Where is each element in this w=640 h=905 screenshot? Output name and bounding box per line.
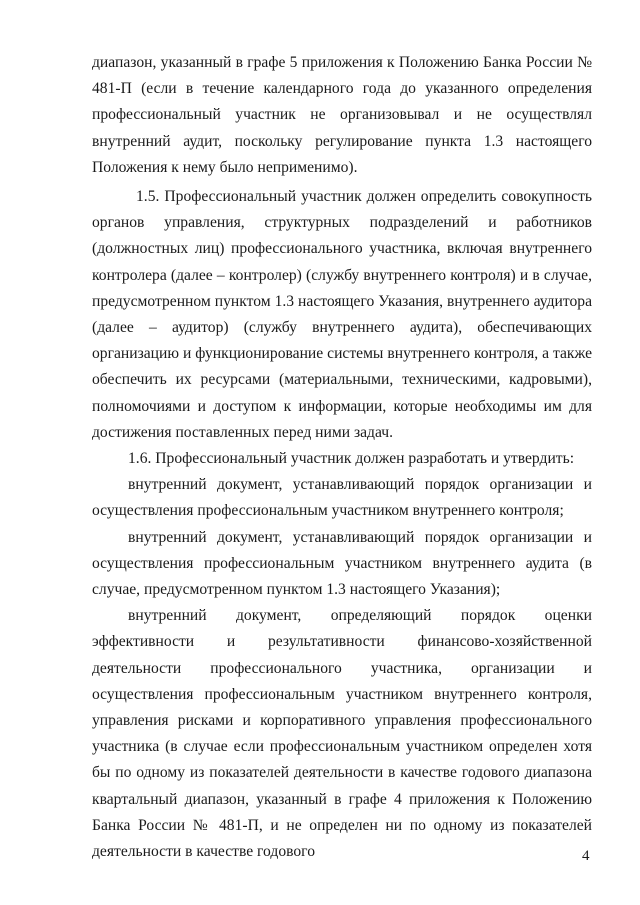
list-item-efficiency-assessment-doc: внутренний документ, определяющий порядок оценки эффективности и результативности финансово-хозяйственной деятельности профессионального участника, организации и осуществления профессиональным участником внутреннего контроля, управления рисками и корпоративного управления профессионального участника (в случае если профессиональным участником определен хотя бы по одному из показателей деятельности в качестве годового диапазона квартальный диапазон, указанный в графе 4 приложения к Положению Банка России № 481-П, и не определен ни по одному из показателей деятельности в качестве годового	[92, 607, 592, 861]
paragraph-1-6: 1.6. Профессиональный участник должен разработать и утвердить:	[128, 450, 575, 468]
list-item-internal-control-doc: внутренний документ, устанавливающий порядок организации и осуществления профессиональным участником внутреннего контроля;	[92, 476, 592, 520]
paragraph-1-5: 1.5. Профессиональный участник должен определить совокупность органов управления, структурных подразделений и работников (должностных лиц) профессионального участника, включая внутреннего контролера (далее – контролер) (службу внутреннего контроля) и в случае, предусмотренном пунктом 1.3 настоящего Указания, внутреннего аудитора (далее – аудитор) (службу внутреннего аудита), обеспечивающих организацию и функционирование системы внутреннего контроля, а также обеспечить их ресурсами (материальными, техническими, кадровыми), полномочиями и доступом к информации, которые необходимы им для достижения поставленных перед ними задач.	[92, 188, 592, 441]
paragraph-continuation: диапазон, указанный в графе 5 приложения к Положению Банка России № 481-П (если в течение календарного года до указанного определения профессиональный участник не организовывал и не осуществлял внутренний аудит, поскольку регулирование пункта 1.3 настоящего Положения к нему было неприменимо).	[92, 54, 592, 176]
list-item-internal-audit-doc: внутренний документ, устанавливающий порядок организации и осуществления профессиональным участником внутреннего аудита (в случае, предусмотренном пунктом 1.3 настоящего Указания);	[92, 528, 592, 599]
document-page	[92, 50, 592, 865]
page-number: 4	[582, 848, 590, 864]
